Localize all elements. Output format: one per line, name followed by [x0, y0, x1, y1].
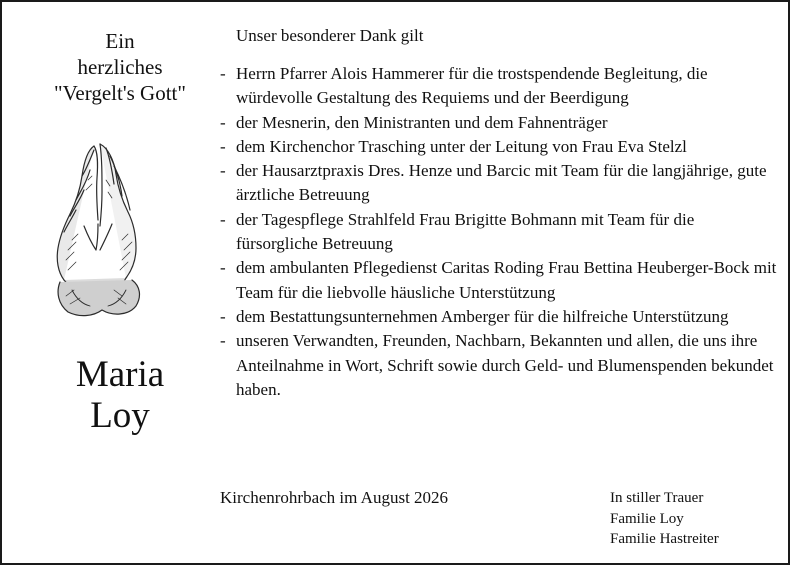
signature-line: In stiller Trauer — [610, 490, 704, 506]
deceased-name — [20, 354, 220, 436]
list-item: - der Tagespflege Strahlfeld Frau Brigitte Bohmann mit Team für die fürsorgliche Betreuung — [220, 208, 780, 257]
list-item: - dem Kirchenchor Trasching unter der Leitung von Frau Eva Stelzl — [220, 135, 780, 159]
list-item: - dem ambulanten Pflegedienst Caritas Roding Frau Bettina Heuberger-Bock mit Team für die liebvolle häusliche Unterstützung — [220, 256, 780, 305]
deceased-last-name: Loy — [90, 395, 150, 436]
signature-block — [610, 488, 719, 550]
thanks-list — [220, 62, 780, 402]
list-item: - der Mesnerin, den Ministranten und dem Fahnenträger — [220, 111, 780, 135]
greeting — [20, 28, 220, 106]
greeting-line: herzliches — [77, 55, 163, 79]
list-item: - Herrn Pfarrer Alois Hammerer für die trostspendende Begleitung, die würdevolle Gestaltung des Requiems und der Beerdigung — [220, 62, 780, 111]
list-item: - der Hausarztpraxis Dres. Henze und Barcic mit Team für die langjährige, gute ärztliche Betreuung — [220, 159, 780, 208]
signature-line: Familie Hastreiter — [610, 531, 719, 547]
praying-hands-icon — [42, 140, 152, 320]
list-item: - dem Bestattungsunternehmen Amberger für die hilfreiche Unterstützung — [220, 305, 780, 329]
signature-line: Familie Loy — [610, 510, 684, 527]
greeting-block — [20, 28, 220, 106]
list-item: - unseren Verwandten, Freunden, Nachbarn, Bekannten und allen, die uns ihre Anteilnahme in Wort, Schrift sowie durch Geld- und Blumenspenden bekundet haben. — [220, 329, 780, 402]
greeting-line: "Vergelt's Gott" — [54, 81, 186, 105]
greeting-line: Ein — [105, 29, 135, 53]
thanks-intro: Unser besonderer Dank gilt — [236, 26, 424, 45]
deceased-first-name: Maria — [75, 354, 165, 395]
place-date: Kirchenrohrbach im August 2026 — [220, 488, 449, 507]
